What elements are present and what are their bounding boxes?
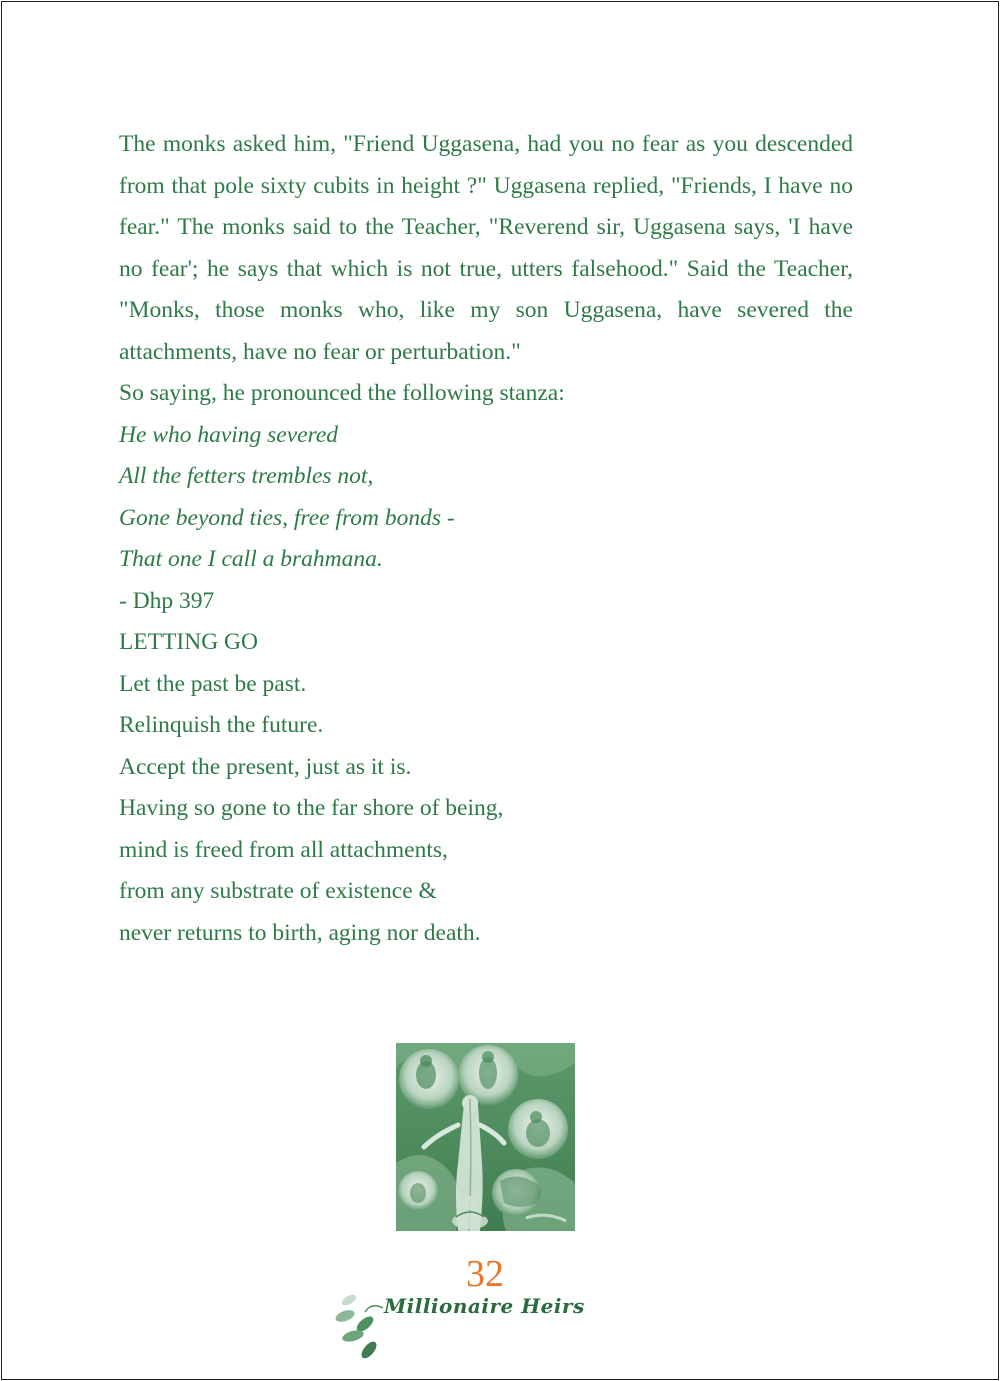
- page-number: 32: [466, 1253, 504, 1295]
- leaves-icon: [335, 1284, 385, 1364]
- poem-title: LETTING GO: [119, 629, 259, 655]
- poem-line: mind is freed from all attachments,: [119, 836, 448, 863]
- illustration-image: [396, 1043, 575, 1231]
- stanza-line: That one I call a brahmana.: [119, 546, 383, 572]
- citation: - Dhp 397: [119, 587, 215, 614]
- stanza-line: He who having severed: [119, 421, 339, 448]
- buddhist-illustration: [396, 1043, 575, 1231]
- poem-line: Let the past be past.: [119, 670, 307, 697]
- intro-line: So saying, he pronounced the following stanza:: [119, 380, 565, 406]
- brand-logo: [335, 1284, 605, 1364]
- stanza-line: All the fetters trembles not,: [119, 463, 374, 489]
- body-text: [119, 124, 853, 954]
- poem-line: Accept the present, just as it is.: [119, 753, 412, 780]
- poem-line: Relinquish the future.: [119, 712, 324, 738]
- narrative-paragraph: The monks asked him, "Friend Uggasena, had you no fear as you descended from that pole sixty cubits in height ?" Uggasena replied, "Friends, I have no fear." The monks said to the Teacher, "Reverend sir, Uggasena says, 'I have no fear'; he says that which is not true, utters falsehood." Said the Teacher, "Monks, those monks who, like my son Uggasena, have severed the attachments, have no fear or perturbation.": [119, 131, 853, 365]
- poem-line: from any substrate of existence &: [119, 878, 437, 904]
- poem-line: Having so gone to the far shore of being,: [119, 795, 504, 821]
- stanza-line: Gone beyond ties, free from bonds -: [119, 504, 455, 531]
- poem-line: never returns to birth, aging nor death.: [119, 919, 481, 946]
- brand-title: Millionaire Heirs: [384, 1294, 585, 1318]
